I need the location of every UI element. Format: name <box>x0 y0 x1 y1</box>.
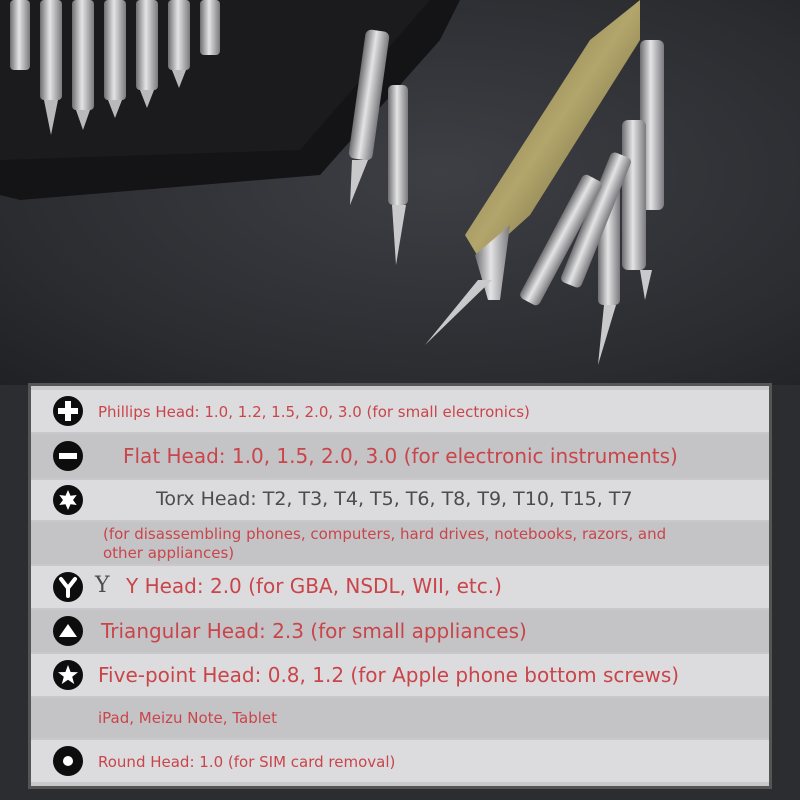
spec-text: Flat Head: 1.0, 1.5, 2.0, 3.0 (for electronic instruments) <box>123 444 678 468</box>
spec-row-flat <box>31 434 769 478</box>
spec-text: Five-point Head: 0.8, 1.2 (for Apple phone bottom screws) <box>98 663 680 687</box>
spec-text: Triangular Head: 2.3 (for small appliances) <box>101 619 527 643</box>
spec-note-line-2: other appliances) <box>103 544 235 562</box>
spec-row-phillips <box>31 390 769 432</box>
spec-row-triangular <box>31 610 769 652</box>
torx-star-icon <box>53 485 83 515</box>
spec-row-torx-note <box>31 522 769 564</box>
spec-row-fivepoint <box>31 654 769 696</box>
spec-note: iPad, Meizu Note, Tablet <box>98 709 277 727</box>
triangle-icon <box>53 616 83 646</box>
round-dot-icon <box>53 746 83 776</box>
phillips-cross-icon <box>53 396 83 426</box>
spec-text: Torx Head: T2, T3, T4, T5, T6, T8, T9, T10, T15, T7 <box>156 488 633 510</box>
product-photo <box>0 0 800 385</box>
spec-row-y <box>31 566 769 608</box>
screwdriver-illustration <box>0 0 800 385</box>
bit-spec-panel <box>31 386 769 786</box>
spec-row-torx <box>31 480 769 520</box>
spec-text: Phillips Head: 1.0, 1.2, 1.5, 2.0, 3.0 (for small electronics) <box>98 403 530 421</box>
spec-text: Round Head: 1.0 (for SIM card removal) <box>98 753 396 771</box>
spec-text: Y Head: 2.0 (for GBA, NSDL, WII, etc.) <box>126 574 502 598</box>
spec-row-fivepoint-note <box>31 698 769 738</box>
flat-minus-icon <box>53 441 83 471</box>
five-point-star-icon <box>53 660 83 690</box>
y-letter-icon <box>53 572 83 602</box>
y-glyph: Y <box>95 573 110 598</box>
spec-note-line-1: (for disassembling phones, computers, hard drives, notebooks, razors, and <box>103 525 667 543</box>
spec-row-round <box>31 740 769 782</box>
